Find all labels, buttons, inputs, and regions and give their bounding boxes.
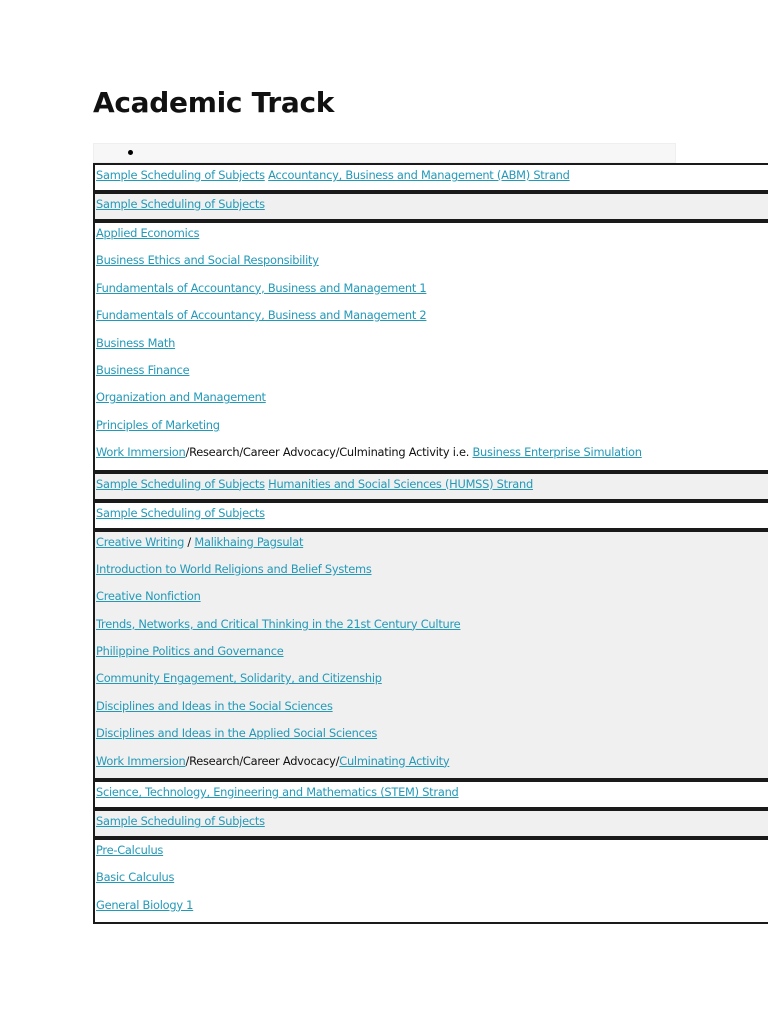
- list-item: [95, 895, 768, 922]
- list-item: [95, 614, 768, 641]
- humss-header-row: [93, 472, 768, 501]
- abm-strand-link[interactable]: Accountancy, Business and Management (ABM) Strand: [268, 168, 570, 182]
- list-item: [95, 278, 768, 305]
- abm-work-immersion-text: /Research/Career Advocacy/Culminating Activity i.e.: [185, 445, 473, 460]
- subject-link-world-religions[interactable]: Introduction to World Religions and Belief Systems: [96, 561, 372, 576]
- list-item: [95, 532, 768, 559]
- humss-scheduling-link[interactable]: Sample Scheduling of Subjects: [96, 505, 265, 520]
- subject-link-business-math[interactable]: Business Math: [96, 335, 176, 350]
- stem-subjects-cell: [93, 838, 768, 924]
- subject-link-trends-networks[interactable]: Trends, Networks, and Critical Thinking in the 21st Century Culture: [96, 616, 461, 631]
- subject-link-organization-management[interactable]: Organization and Management: [96, 390, 266, 405]
- subject-link-creative-writing[interactable]: Creative Writing: [96, 534, 185, 549]
- abm-scheduling-row: [93, 192, 768, 221]
- subject-link-principles-marketing[interactable]: Principles of Marketing: [96, 417, 220, 432]
- list-item: [95, 305, 768, 332]
- abm-sample-scheduling-link[interactable]: Sample Scheduling of Subjects: [96, 168, 265, 182]
- list-item: [95, 668, 768, 695]
- abm-scheduling-link[interactable]: Sample Scheduling of Subjects: [96, 197, 265, 211]
- subject-link-business-ethics[interactable]: Business Ethics and Social Responsibility: [96, 253, 319, 268]
- page-title: Academic Track: [93, 86, 335, 119]
- culminating-activity-link[interactable]: Culminating Activity: [339, 753, 450, 768]
- list-item: [95, 696, 768, 723]
- list-item: [95, 586, 768, 613]
- subject-link-social-sciences[interactable]: Disciplines and Ideas in the Social Sciences: [96, 698, 333, 713]
- list-item: [95, 723, 768, 750]
- subject-link-pre-calculus[interactable]: Pre-Calculus: [96, 843, 164, 858]
- abm-header-row: [93, 163, 768, 192]
- humss-scheduling-row: [93, 501, 768, 530]
- abm-subjects-cell: [93, 221, 768, 472]
- business-enterprise-simulation-link[interactable]: Business Enterprise Simulation: [472, 445, 642, 460]
- list-item: [95, 360, 768, 387]
- subject-link-applied-social-sciences[interactable]: Disciplines and Ideas in the Applied Social Sciences: [96, 726, 378, 741]
- list-item: [95, 442, 768, 469]
- subject-link-creative-nonfiction[interactable]: Creative Nonfiction: [96, 589, 201, 604]
- subject-link-applied-economics[interactable]: Applied Economics: [96, 226, 200, 240]
- list-item: [95, 867, 768, 894]
- subject-link-community-engagement[interactable]: Community Engagement, Solidarity, and Citizenship: [96, 671, 382, 686]
- bullet-list-bar: [93, 143, 676, 163]
- stem-scheduling-row: [93, 809, 768, 838]
- stem-header-row: [93, 780, 768, 809]
- list-item: [95, 250, 768, 277]
- stem-strand-link[interactable]: Science, Technology, Engineering and Mathematics (STEM) Strand: [96, 785, 459, 800]
- subject-link-philippine-politics[interactable]: Philippine Politics and Governance: [96, 644, 284, 659]
- subject-link-business-finance[interactable]: Business Finance: [96, 362, 190, 377]
- humss-subjects-cell: [93, 530, 768, 781]
- abm-work-immersion-link[interactable]: Work Immersion: [96, 445, 186, 460]
- humss-work-immersion-text: /Research/Career Advocacy/: [185, 753, 340, 768]
- list-item: [95, 559, 768, 586]
- humss-strand-link[interactable]: Humanities and Social Sciences (HUMSS) Strand: [268, 476, 533, 491]
- list-item: [95, 641, 768, 668]
- list-item: [95, 751, 768, 778]
- list-item: [95, 840, 768, 867]
- subject-link-malikhaing-pagsulat[interactable]: Malikhaing Pagsulat: [194, 534, 304, 549]
- subject-link-general-biology-1[interactable]: General Biology 1: [96, 897, 194, 912]
- academic-track-table: [93, 163, 768, 924]
- subject-link-fabm-2[interactable]: Fundamentals of Accountancy, Business and Management 2: [96, 308, 427, 323]
- bullet-dot-icon: [128, 150, 133, 155]
- humss-work-immersion-link[interactable]: Work Immersion: [96, 753, 186, 768]
- list-item: [95, 223, 768, 250]
- list-item: [95, 333, 768, 360]
- list-item: [95, 387, 768, 414]
- subject-separator: /: [184, 534, 195, 549]
- subject-link-basic-calculus[interactable]: Basic Calculus: [96, 870, 175, 885]
- subject-link-fabm-1[interactable]: Fundamentals of Accountancy, Business and Management 1: [96, 280, 427, 295]
- stem-scheduling-link[interactable]: Sample Scheduling of Subjects: [96, 814, 265, 829]
- list-item: [95, 415, 768, 442]
- humss-sample-scheduling-link[interactable]: Sample Scheduling of Subjects: [96, 476, 265, 491]
